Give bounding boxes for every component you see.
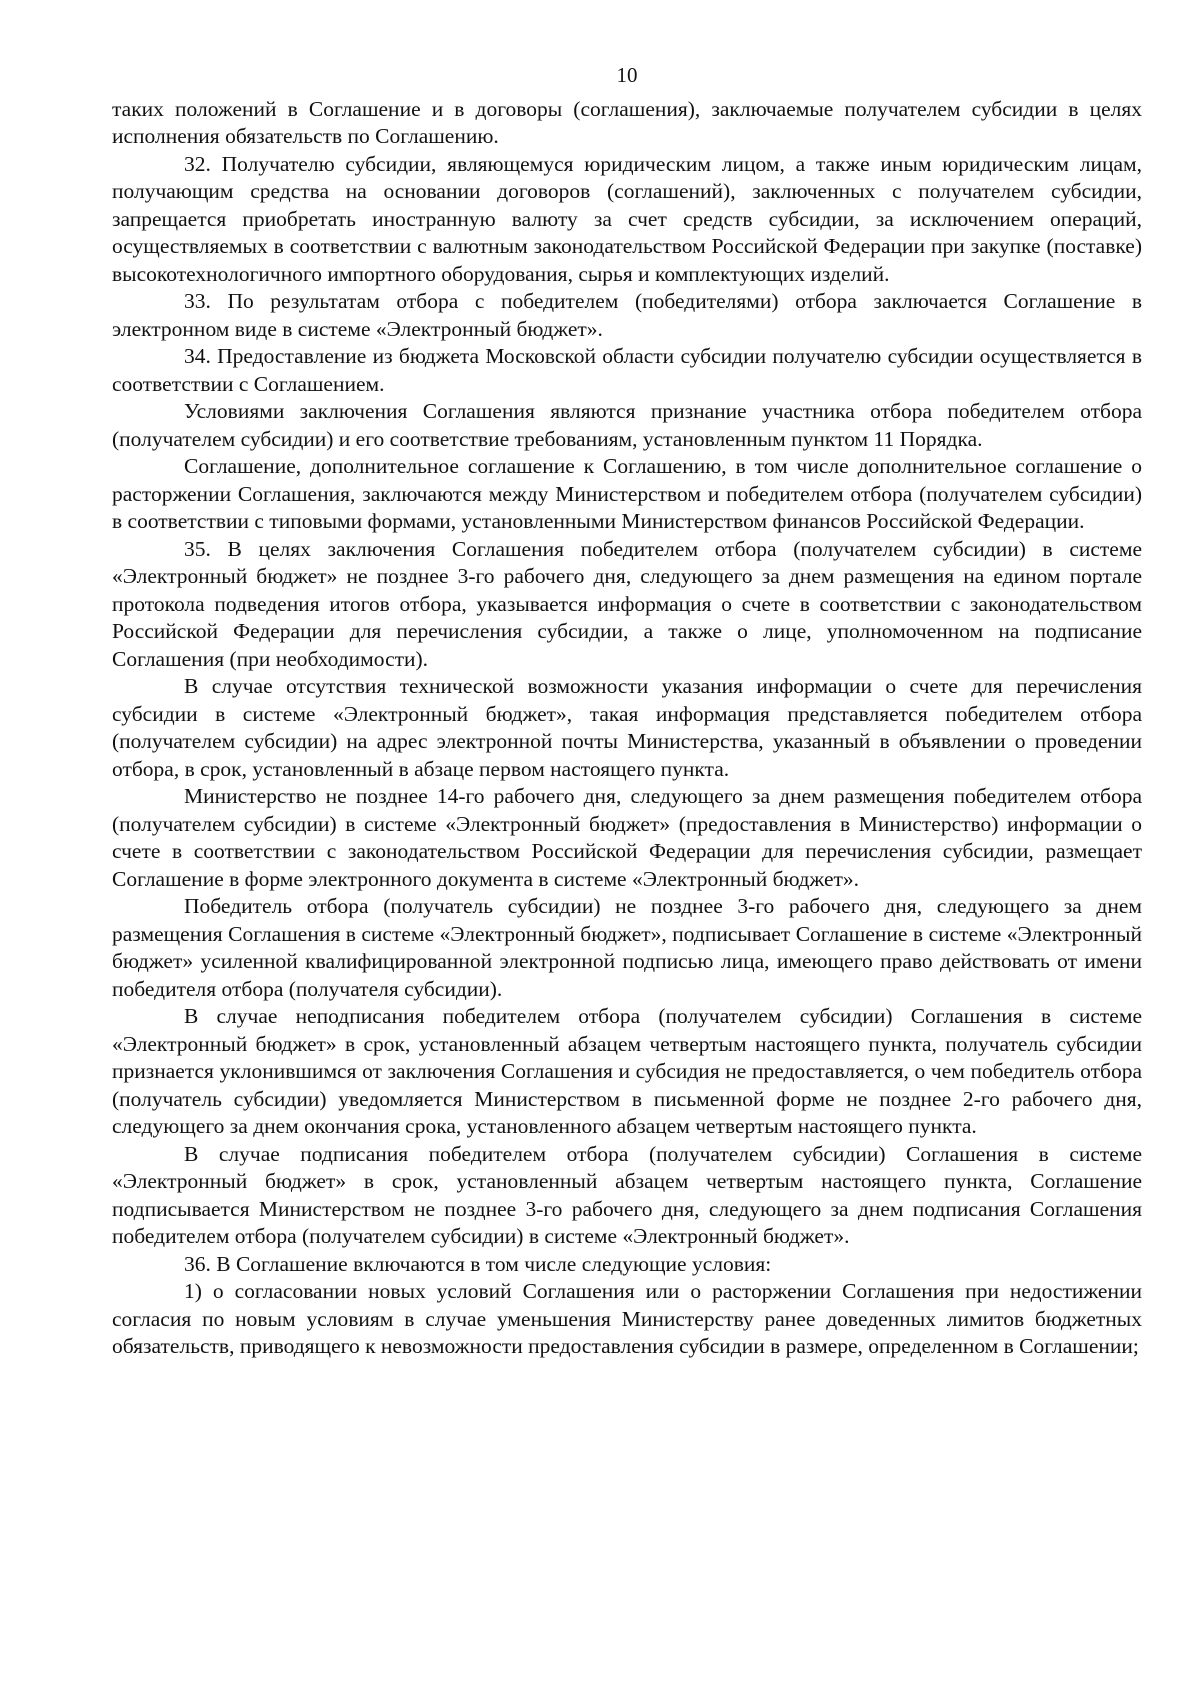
- paragraph-conditions: Условиями заключения Соглашения являются признание участника отбора победителем отбора (получателем субсидии) и его соответствие требованиям, установленным пунктом 11 Порядка.: [112, 399, 1142, 451]
- paragraph-not-signed: В случае неподписания победителем отбора (получателем субсидии) Соглашения в системе «Электронный бюджет» в срок, установленный абзацем четвертым настоящего пункта, получатель субсидии признается уклонившимся от заключения Соглашения и субсидия не предоставляется, о чем победитель отбора (получатель субсидии) уведомляется Министерством в письменной форме не позднее 2-го рабочего дня, следующего за днем окончания срока, установленного абзацем четвертым настоящего пункта.: [112, 1004, 1142, 1138]
- page-number: 10: [616, 63, 638, 87]
- paragraph-ministry-deadline: Министерство не позднее 14-го рабочего дня, следующего за днем размещения победителем отбора (получателем субсидии) в системе «Электронный бюджет» (предоставления в Министерство) информации о счете в соответствии с законодательством Российской Федерации для перечисления субсидии, размещает Соглашение в форме электронного документа в системе «Электронный бюджет».: [112, 784, 1142, 891]
- paragraph-item-35: 35. В целях заключения Соглашения победителем отбора (получателем субсидии) в системе «Электронный бюджет» не позднее 3-го рабочего дня, следующего за днем размещения на едином портале протокола подведения итогов отбора, указывается информация о счете в соответствии с законодательством Российской Федерации для перечисления субсидии, а также о лице, уполномоченном на подписание Соглашения (при необходимости).: [112, 536, 1142, 671]
- paragraph-no-technical-possibility: В случае отсутствия технической возможности указания информации о счете для перечисления субсидии в системе «Электронный бюджет», такая информация представляется победителем отбора (получателем субсидии) на адрес электронной почты Министерства, указанный в объявлении о проведении отбора, в срок, установленный в абзаце первом настоящего пункта.: [112, 674, 1142, 781]
- paragraph-item-32: 32. Получателю субсидии, являющемуся юридическим лицом, а также иным юридическим лицам, получающим средства на основании договоров (соглашений), заключенных с получателем субсидии, запрещается приобретать иностранную валюту за счет средств субсидии, за исключением операций, осуществляемых в соответствии с валютным законодательством Российской Федерации при закупке (поставке) высокотехнологичного импортного оборудования, сырья и комплектующих изделий.: [112, 151, 1142, 286]
- paragraph-item-33: 33. По результатам отбора с победителем (победителями) отбора заключается Соглашение в электронном виде в системе «Электронный бюджет».: [112, 289, 1142, 341]
- paragraph-winner-signs: Победитель отбора (получатель субсидии) не позднее 3-го рабочего дня, следующего за днем размещения Соглашения в системе «Электронный бюджет», подписывает Соглашение в системе «Электронный бюджет» усиленной квалифицированной электронной подписью лица, имеющего право действовать от имени победителя отбора (получателя субсидии).: [112, 894, 1142, 1001]
- paragraph-continuation: таких положений в Соглашение и в договоры (соглашения), заключаемые получателем субсидии в целях исполнения обязательств по Соглашению.: [112, 96, 1142, 148]
- paragraph-item-34: 34. Предоставление из бюджета Московской области субсидии получателю субсидии осуществляется в соответствии с Соглашением.: [112, 344, 1142, 396]
- paragraph-item-36: 36. В Соглашение включаются в том числе следующие условия:: [184, 1251, 772, 1276]
- paragraph-agreement-forms: Соглашение, дополнительное соглашение к Соглашению, в том числе дополнительное соглашение о расторжении Соглашения, заключаются между Министерством и победителем отбора (получателем субсидии) в соответствии с типовыми формами, установленными Министерством финансов Российской Федерации.: [112, 454, 1142, 533]
- paragraph-signed: В случае подписания победителем отбора (получателем субсидии) Соглашения в системе «Электронный бюджет» в срок, установленный абзацем четвертым настоящего пункта, Соглашение подписывается Министерством не позднее 3-го рабочего дня, следующего за днем подписания Соглашения победителем отбора (получателем субсидии) в системе «Электронный бюджет».: [112, 1141, 1142, 1248]
- paragraph-subitem-1: 1) о согласовании новых условий Соглашения или о расторжении Соглашения при недостижении согласия по новым условиям в случае уменьшения Министерству ранее доведенных лимитов бюджетных обязательств, приводящего к невозможности предоставления субсидии в размере, определенном в Соглашении;: [112, 1279, 1142, 1358]
- document-page: [112, 62, 1142, 1361]
